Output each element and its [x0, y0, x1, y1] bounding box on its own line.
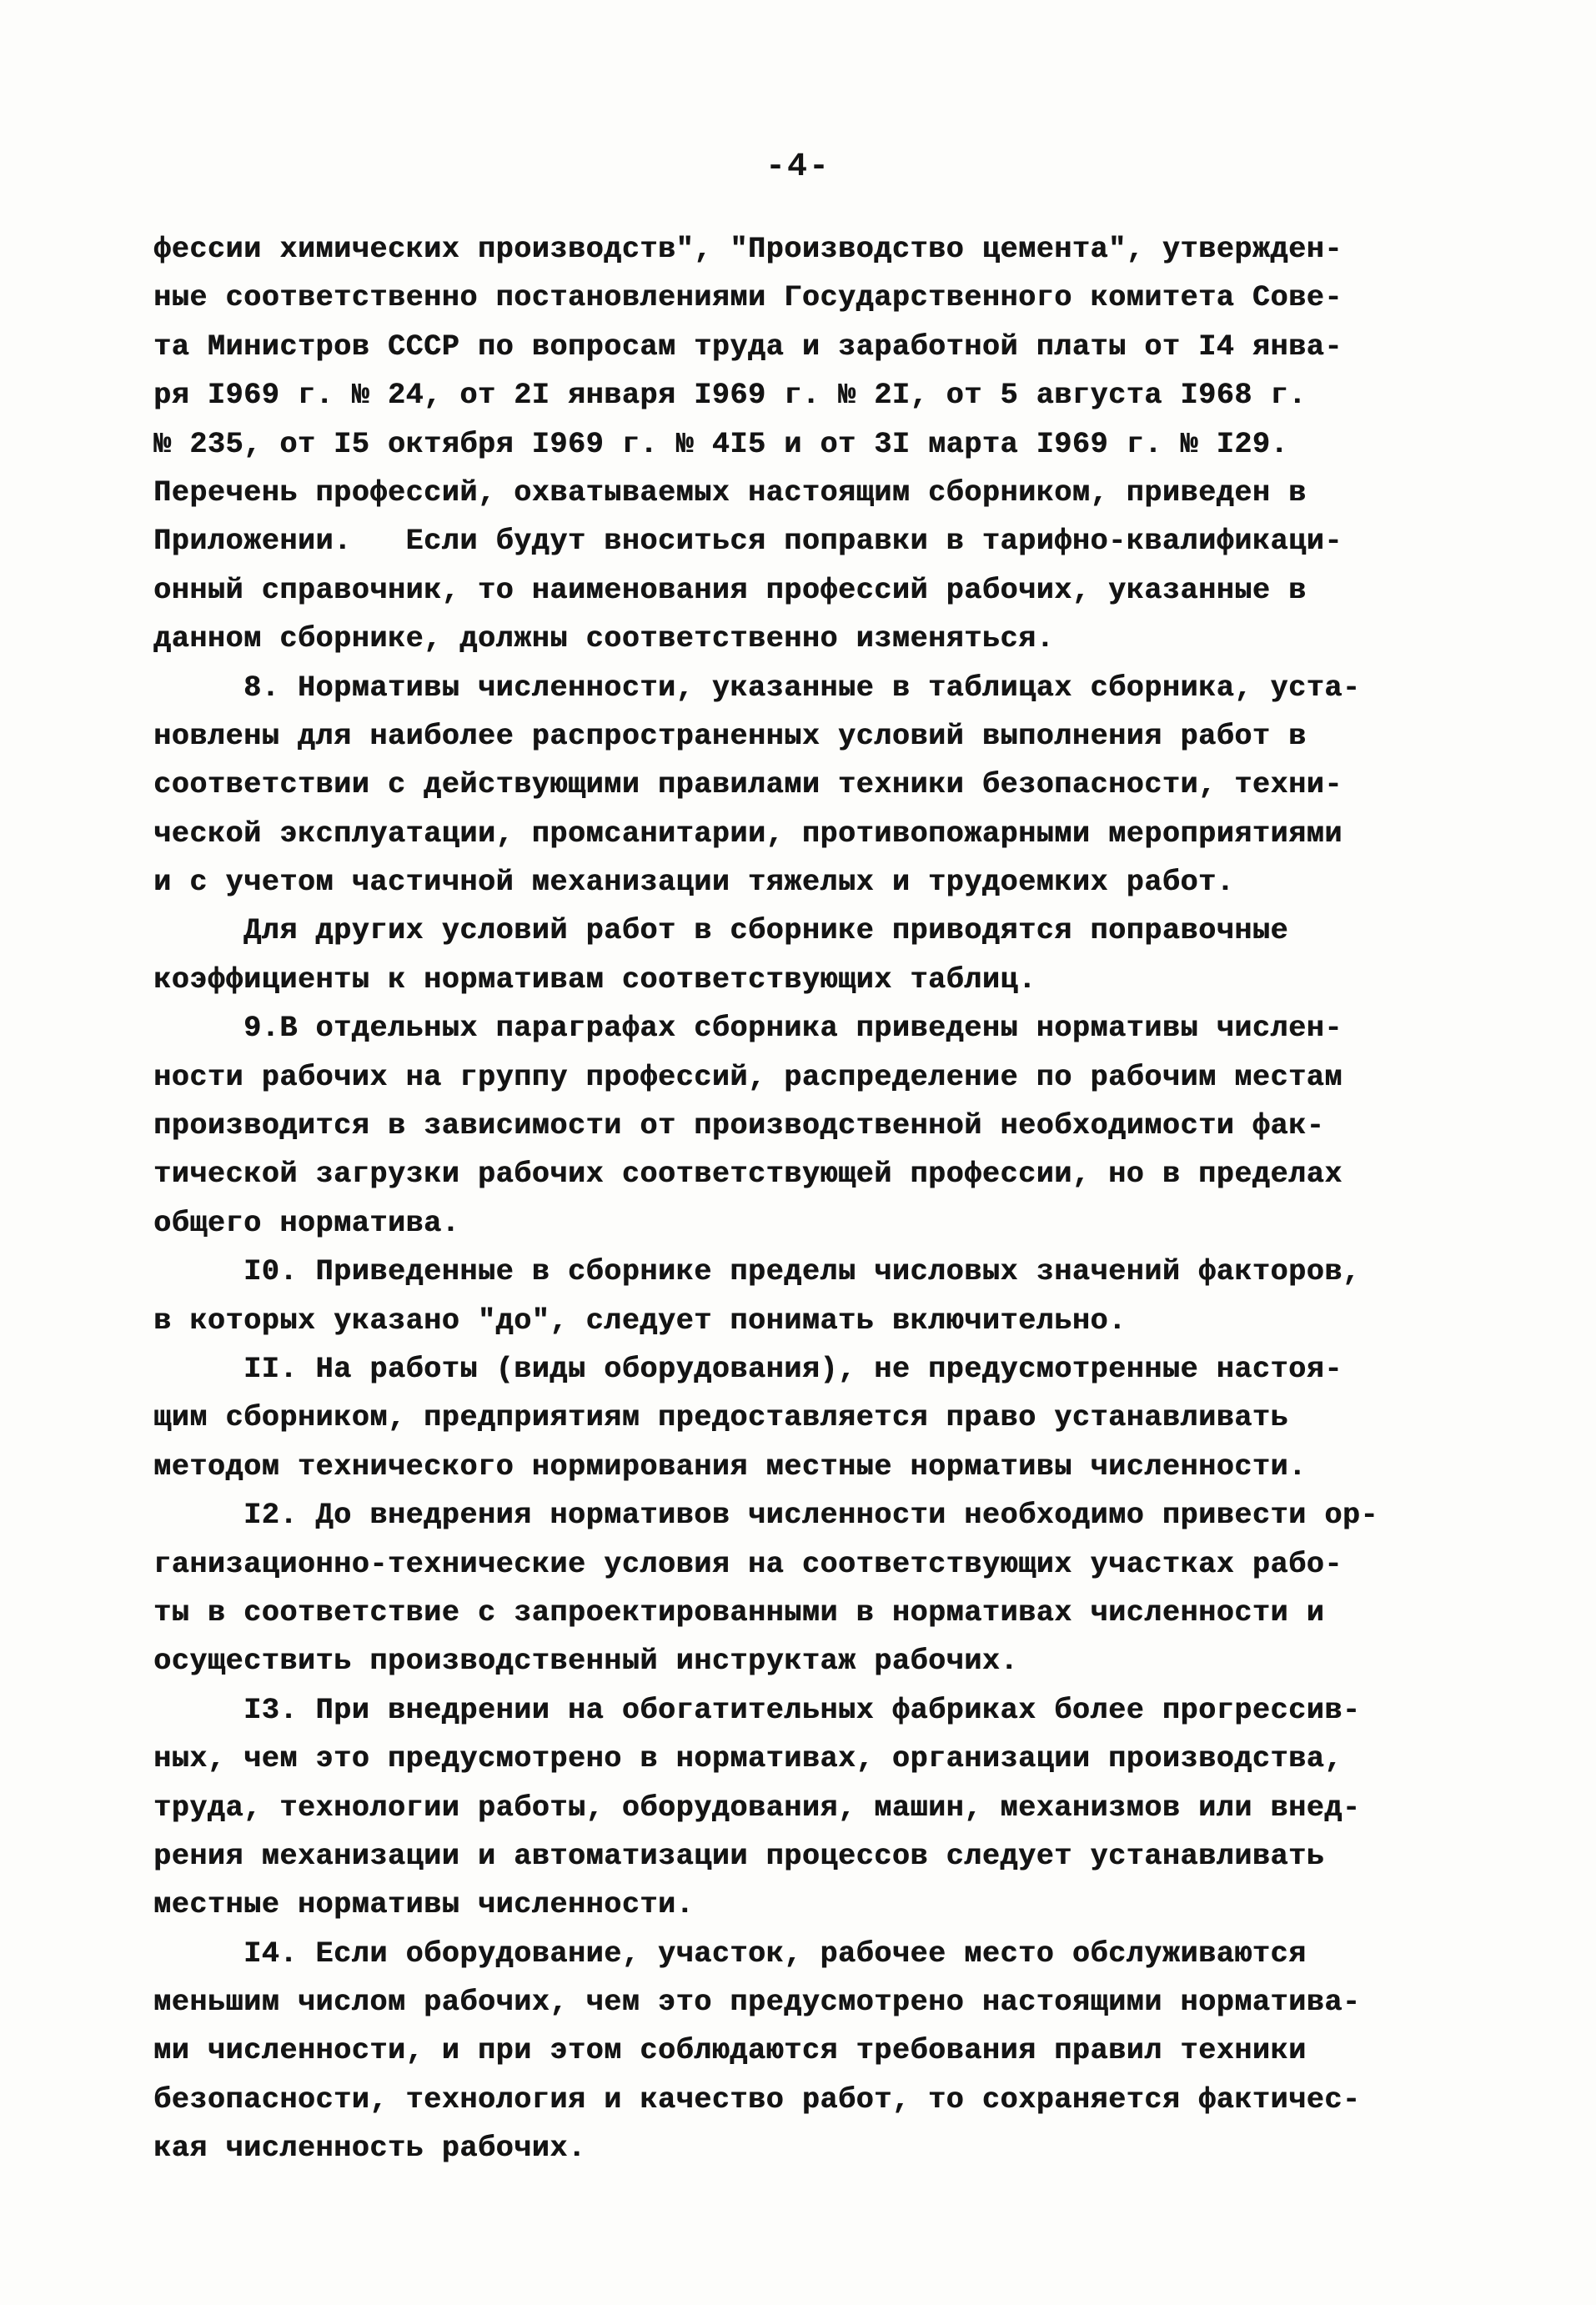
page-number: -4-: [765, 148, 831, 186]
text-line: тической загрузки рабочих соответствующей профессии, но в пределах: [153, 1158, 1343, 1192]
text-line: данном сборнике, должны соответственно изменяться.: [153, 622, 1055, 656]
text-line: ные соответственно постановлениями Государственного комитета Сове-: [153, 281, 1343, 315]
text-line: ности рабочих на группу профессий, распределение по рабочим местам: [153, 1060, 1343, 1094]
text-line: Приложении. Если будут вноситься поправки в тарифно-квалификаци-: [153, 525, 1343, 559]
paragraph-13-start: I3. При внедрении на обогатительных фабриках более прогрессив-: [153, 1693, 1361, 1727]
text-line: та Министров СССР по вопросам труда и заработной платы от I4 янва-: [153, 329, 1343, 364]
text-line: новлены для наиболее распространенных условий выполнения работ в: [153, 719, 1307, 753]
text-line: и с учетом частичной механизации тяжелых и трудоемких работ.: [153, 866, 1235, 900]
text-line: рения механизации и автоматизации процессов следует устанавливать: [153, 1839, 1325, 1873]
text-line: Перечень профессий, охватываемых настоящим сборником, приведен в: [153, 475, 1307, 510]
text-line: ми численности, и при этом соблюдаются требования правил техники: [153, 2034, 1307, 2068]
text-line: фессии химических производств", "Производство цемента", утвержден-: [153, 233, 1343, 266]
paragraph-10-start: I0. Приведенные в сборнике пределы числовых значений факторов,: [153, 1255, 1361, 1289]
text-line: ты в соответствие с запроектированными в нормативах численности и: [153, 1595, 1325, 1630]
text-line: местные нормативы численности.: [153, 1888, 695, 1922]
text-line: в которых указано "до", следует понимать включительно.: [153, 1303, 1127, 1338]
paragraph-12-start: I2. До внедрения нормативов численности необходимо привести ор-: [153, 1499, 1379, 1533]
text-line: методом технического нормирования местные нормативы численности.: [153, 1449, 1307, 1484]
text-line: осуществить производственный инструктаж рабочих.: [153, 1645, 1018, 1679]
text-line: ческой эксплуатации, промсанитарии, противопожарными мероприятиями: [153, 816, 1343, 851]
body-text: [153, 225, 1471, 2173]
paragraph-9-start: 9.В отдельных параграфах сборника приведены нормативы числен-: [153, 1012, 1343, 1046]
text-line: № 235, от I5 октября I969 г. № 4I5 и от 3I марта I969 г. № I29.: [153, 427, 1289, 461]
text-line: онный справочник, то наименования профессий рабочих, указанные в: [153, 573, 1307, 607]
paragraph-8-start: 8. Нормативы численности, указанные в таблицах сборника, уста-: [153, 670, 1361, 705]
text-line: общего норматива.: [153, 1206, 460, 1240]
text-line: ря I969 г. № 24, от 2I января I969 г. № 2I, от 5 августа I968 г.: [153, 379, 1307, 413]
text-line: ных, чем это предусмотрено в нормативах, организации производства,: [153, 1742, 1343, 1776]
paragraph-11-start: II. На работы (виды оборудования), не предусмотренные настоя-: [153, 1352, 1343, 1386]
text-line: соответствии с действующими правилами техники безопасности, техни-: [153, 768, 1343, 802]
text-line: Для других условий работ в сборнике приводятся поправочные: [153, 914, 1289, 948]
paragraph-14-start: I4. Если оборудование, участок, рабочее место обслуживаются: [153, 1936, 1307, 1971]
text-line: ганизационно-технические условия на соответствующих участках рабо-: [153, 1547, 1343, 1581]
text-line: производится в зависимости от производственной необходимости фак-: [153, 1109, 1325, 1143]
text-line: труда, технологии работы, оборудования, машин, механизмов или внед-: [153, 1790, 1361, 1825]
text-line: щим сборником, предприятиям предоставляется право устанавливать: [153, 1401, 1289, 1435]
text-line: безопасности, технология и качество работ, то сохраняется фактичес-: [153, 2082, 1361, 2117]
text-line: кая численность рабочих.: [153, 2132, 586, 2166]
text-line: коэффициенты к нормативам соответствующих таблиц.: [153, 962, 1036, 997]
text-line: меньшим числом рабочих, чем это предусмотрено настоящими норматива-: [153, 1986, 1361, 2020]
